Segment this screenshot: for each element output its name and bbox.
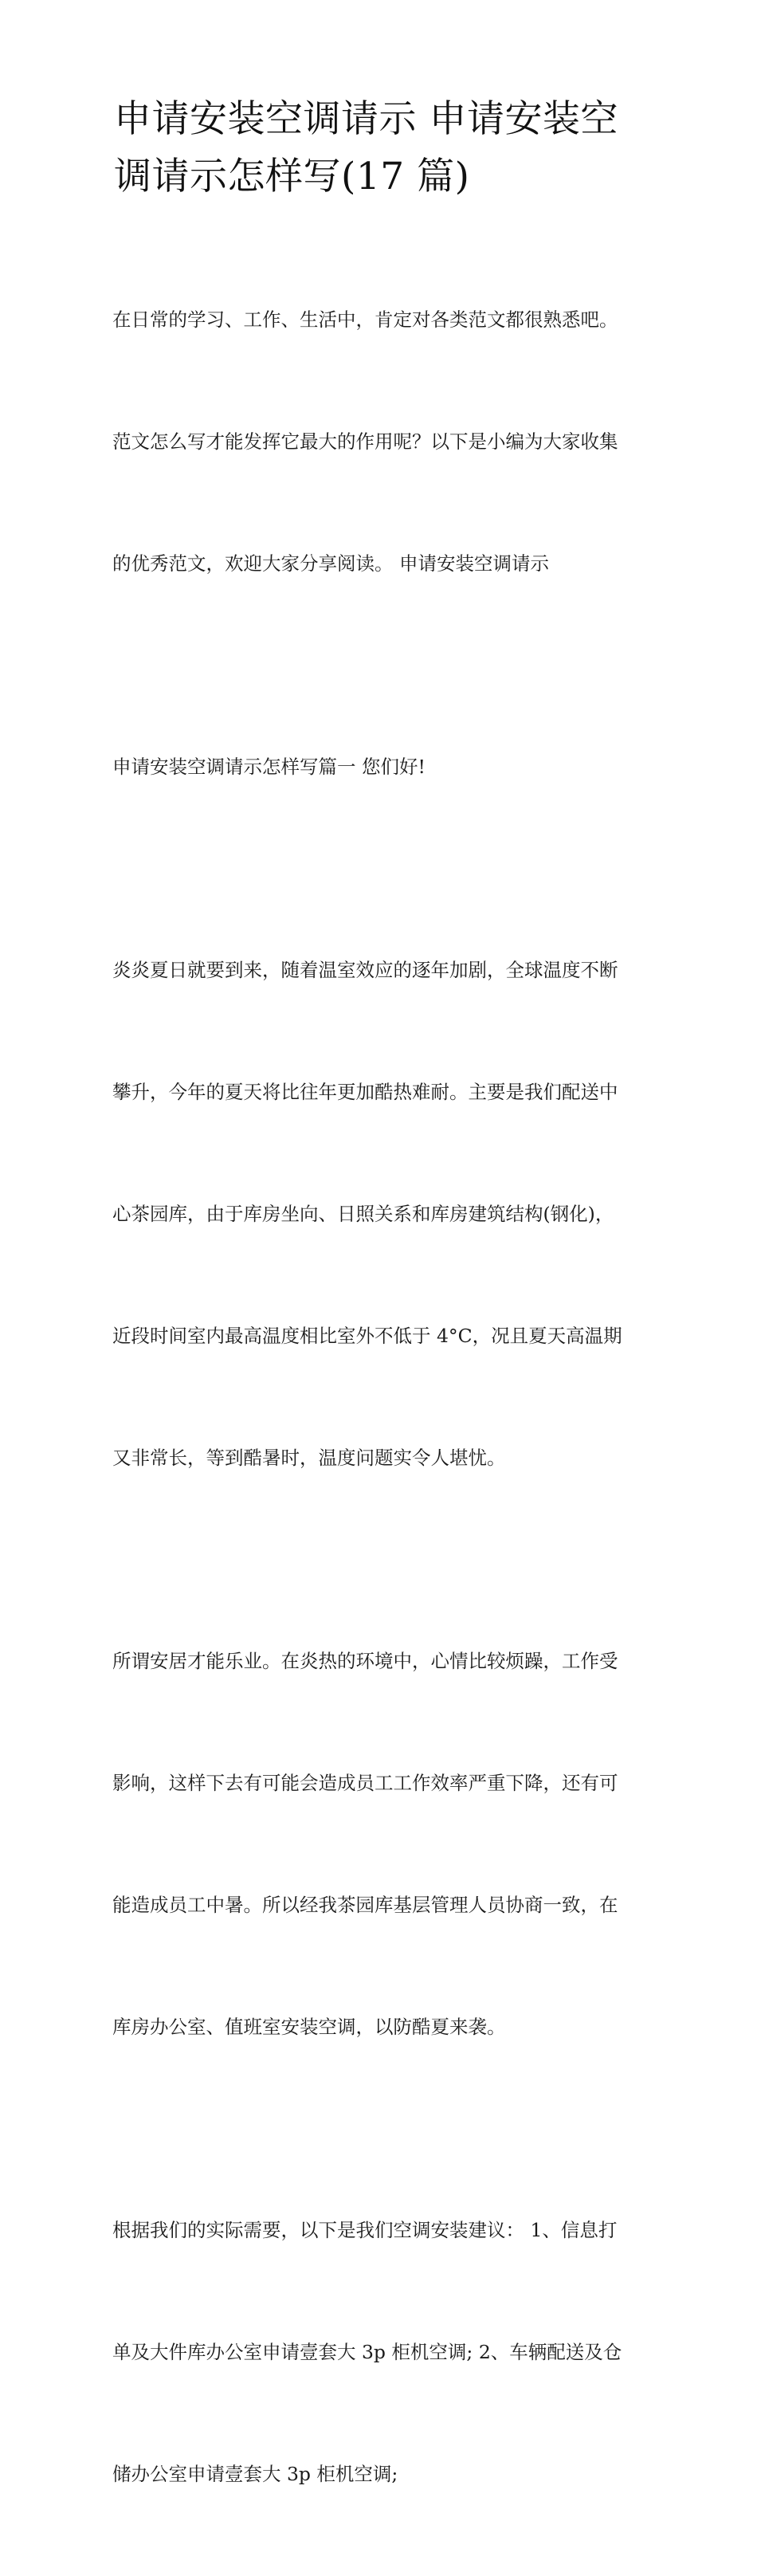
text-line: 近段时间室内最高温度相比室外不低于 4°C，况且夏天高温期 — [112, 1325, 622, 1347]
text-line: 能造成员工中暑。所以经我茶园库基层管理人员协商一致，在 — [112, 1894, 618, 1916]
text-line: 库房办公室、值班室安装空调，以防酷夏来袭。 — [112, 2016, 506, 2038]
text-line: 攀升，今年的夏天将比往年更加酷热难耐。主要是我们配送中 — [112, 1081, 618, 1103]
text-line: 储办公室申请壹套大 3p 柜机空调; — [112, 2463, 398, 2485]
paragraph-section-heading — [112, 666, 654, 869]
text-line: 在日常的学习、工作、生活中，肯定对各类范文都很熟悉吧。 — [112, 308, 618, 331]
text-line: 影响，这样下去有可能会造成员工工作效率严重下降，还有可 — [112, 1772, 618, 1794]
paragraph-intro — [112, 218, 654, 666]
paragraph-proposal — [112, 2129, 654, 2576]
document-body — [112, 218, 654, 2576]
text-line: 又非常长，等到酷暑时，温度问题实令人堪忧。 — [112, 1447, 506, 1469]
title-line: 申请安装空调请示 申请安装空 — [114, 97, 618, 141]
title-line: 调请示怎样写(17 篇) — [114, 155, 470, 198]
text-line: 根据我们的实际需要，以下是我们空调安装建议： 1、信息打 — [112, 2219, 618, 2241]
text-line: 所谓安居才能乐业。在炎热的环境中，心情比较烦躁，工作受 — [112, 1650, 618, 1672]
paragraph-reason — [112, 1560, 654, 2129]
text-line: 单及大件库办公室申请壹套大 3p 柜机空调; 2、车辆配送及仓 — [112, 2341, 622, 2363]
text-line: 申请安装空调请示怎样写篇一 您们好! — [112, 756, 426, 778]
text-line: 心茶园库，由于库房坐向、日照关系和库房建筑结构(钢化)， — [112, 1203, 614, 1225]
text-line: 的优秀范文，欢迎大家分享阅读。 申请安装空调请示 — [112, 552, 549, 575]
paragraph-background — [112, 869, 654, 1560]
text-line: 范文怎么写才能发挥它最大的作用呢？以下是小编为大家收集 — [112, 430, 618, 453]
text-line: 炎炎夏日就要到来，随着温室效应的逐年加剧，全球温度不断 — [112, 959, 618, 981]
document-title — [114, 91, 656, 206]
